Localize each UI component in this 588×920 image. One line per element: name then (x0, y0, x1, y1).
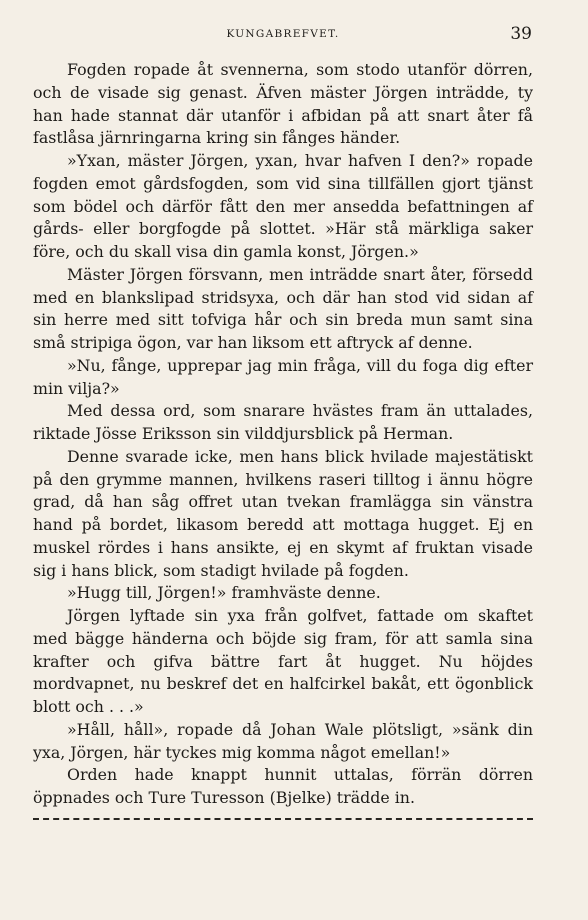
page-header (34, 26, 532, 46)
paragraph: Mäster Jörgen försvann, men inträdde snart åter, försedd med en blankslipad stridsyxa, och där han stod vid sidan af sin herre med sitt tofviga hår och sin breda mun samt sina små stripiga ögon, var han liksom ett aftryck af denne. (33, 264, 533, 352)
paragraph: »Hugg till, Jörgen!» framhväste denne. (67, 583, 381, 603)
section-divider (33, 818, 533, 820)
paragraph: Denne svarade icke, men hans blick hvilade majestätiskt på den grymme mannen, hvilkens raseri tilltog i ännu högre grad, då han såg offret utan tvekan framlägga sin vänstra hand på bordet, likasom beredd att mottaga hugget. Ej en muskel rördes i hans ansikte, ej en skymt af fruktan visade sig i hans blick, som stadigt hvilade på fogden. (33, 446, 533, 580)
paragraph: Jörgen lyftade sin yxa från golfvet, fattade om skaftet med bägge händerna och böjde sig fram, för att samla sina krafter och gifva bättre fart åt hugget. Nu höjdes mordvapnet, nu beskref det en halfcirkel bakåt, ett ögonblick blott och . . .» (33, 606, 533, 716)
paragraph: »Yxan, mäster Jörgen, yxan, hvar hafven I den?» ropade fogden emot gårdsfogden, som vid sina tillfällen gjort tjänst som bödel och därför fått den mer ansedda befattningen af gårds- eller borgfogde på slottet. »Här stå märkliga saker före, och du skall visa din gamla konst, Jörgen.» (33, 151, 533, 261)
running-head: KUNGABREFVET. (226, 28, 340, 40)
body-text (33, 59, 533, 810)
paragraph: »Nu, fånge, upprepar jag min fråga, vill du foga dig efter min vilja?» (33, 355, 533, 398)
paragraph: Med dessa ord, som snarare hvästes fram än uttalades, riktade Jösse Eriksson sin vilddjursblick på Herman. (33, 401, 533, 443)
page-number: 39 (510, 24, 532, 44)
paragraph: »Håll, håll», ropade då Johan Wale plötsligt, »sänk din yxa, Jörgen, här tyckes mig komma något emellan!» (33, 719, 533, 762)
paragraph: Orden hade knappt hunnit uttalas, förrän dörren öppnades och Ture Turesson (Bjelke) trädde in. (33, 765, 533, 807)
paragraph: Fogden ropade åt svennerna, som stodo utanför dörren, och de visade sig genast. Äfven mäster Jörgen inträdde, ty han hade stannat där utanför i afbidan på att snart åter få fastlåsa järnringarna kring sin fånges händer. (33, 60, 533, 148)
